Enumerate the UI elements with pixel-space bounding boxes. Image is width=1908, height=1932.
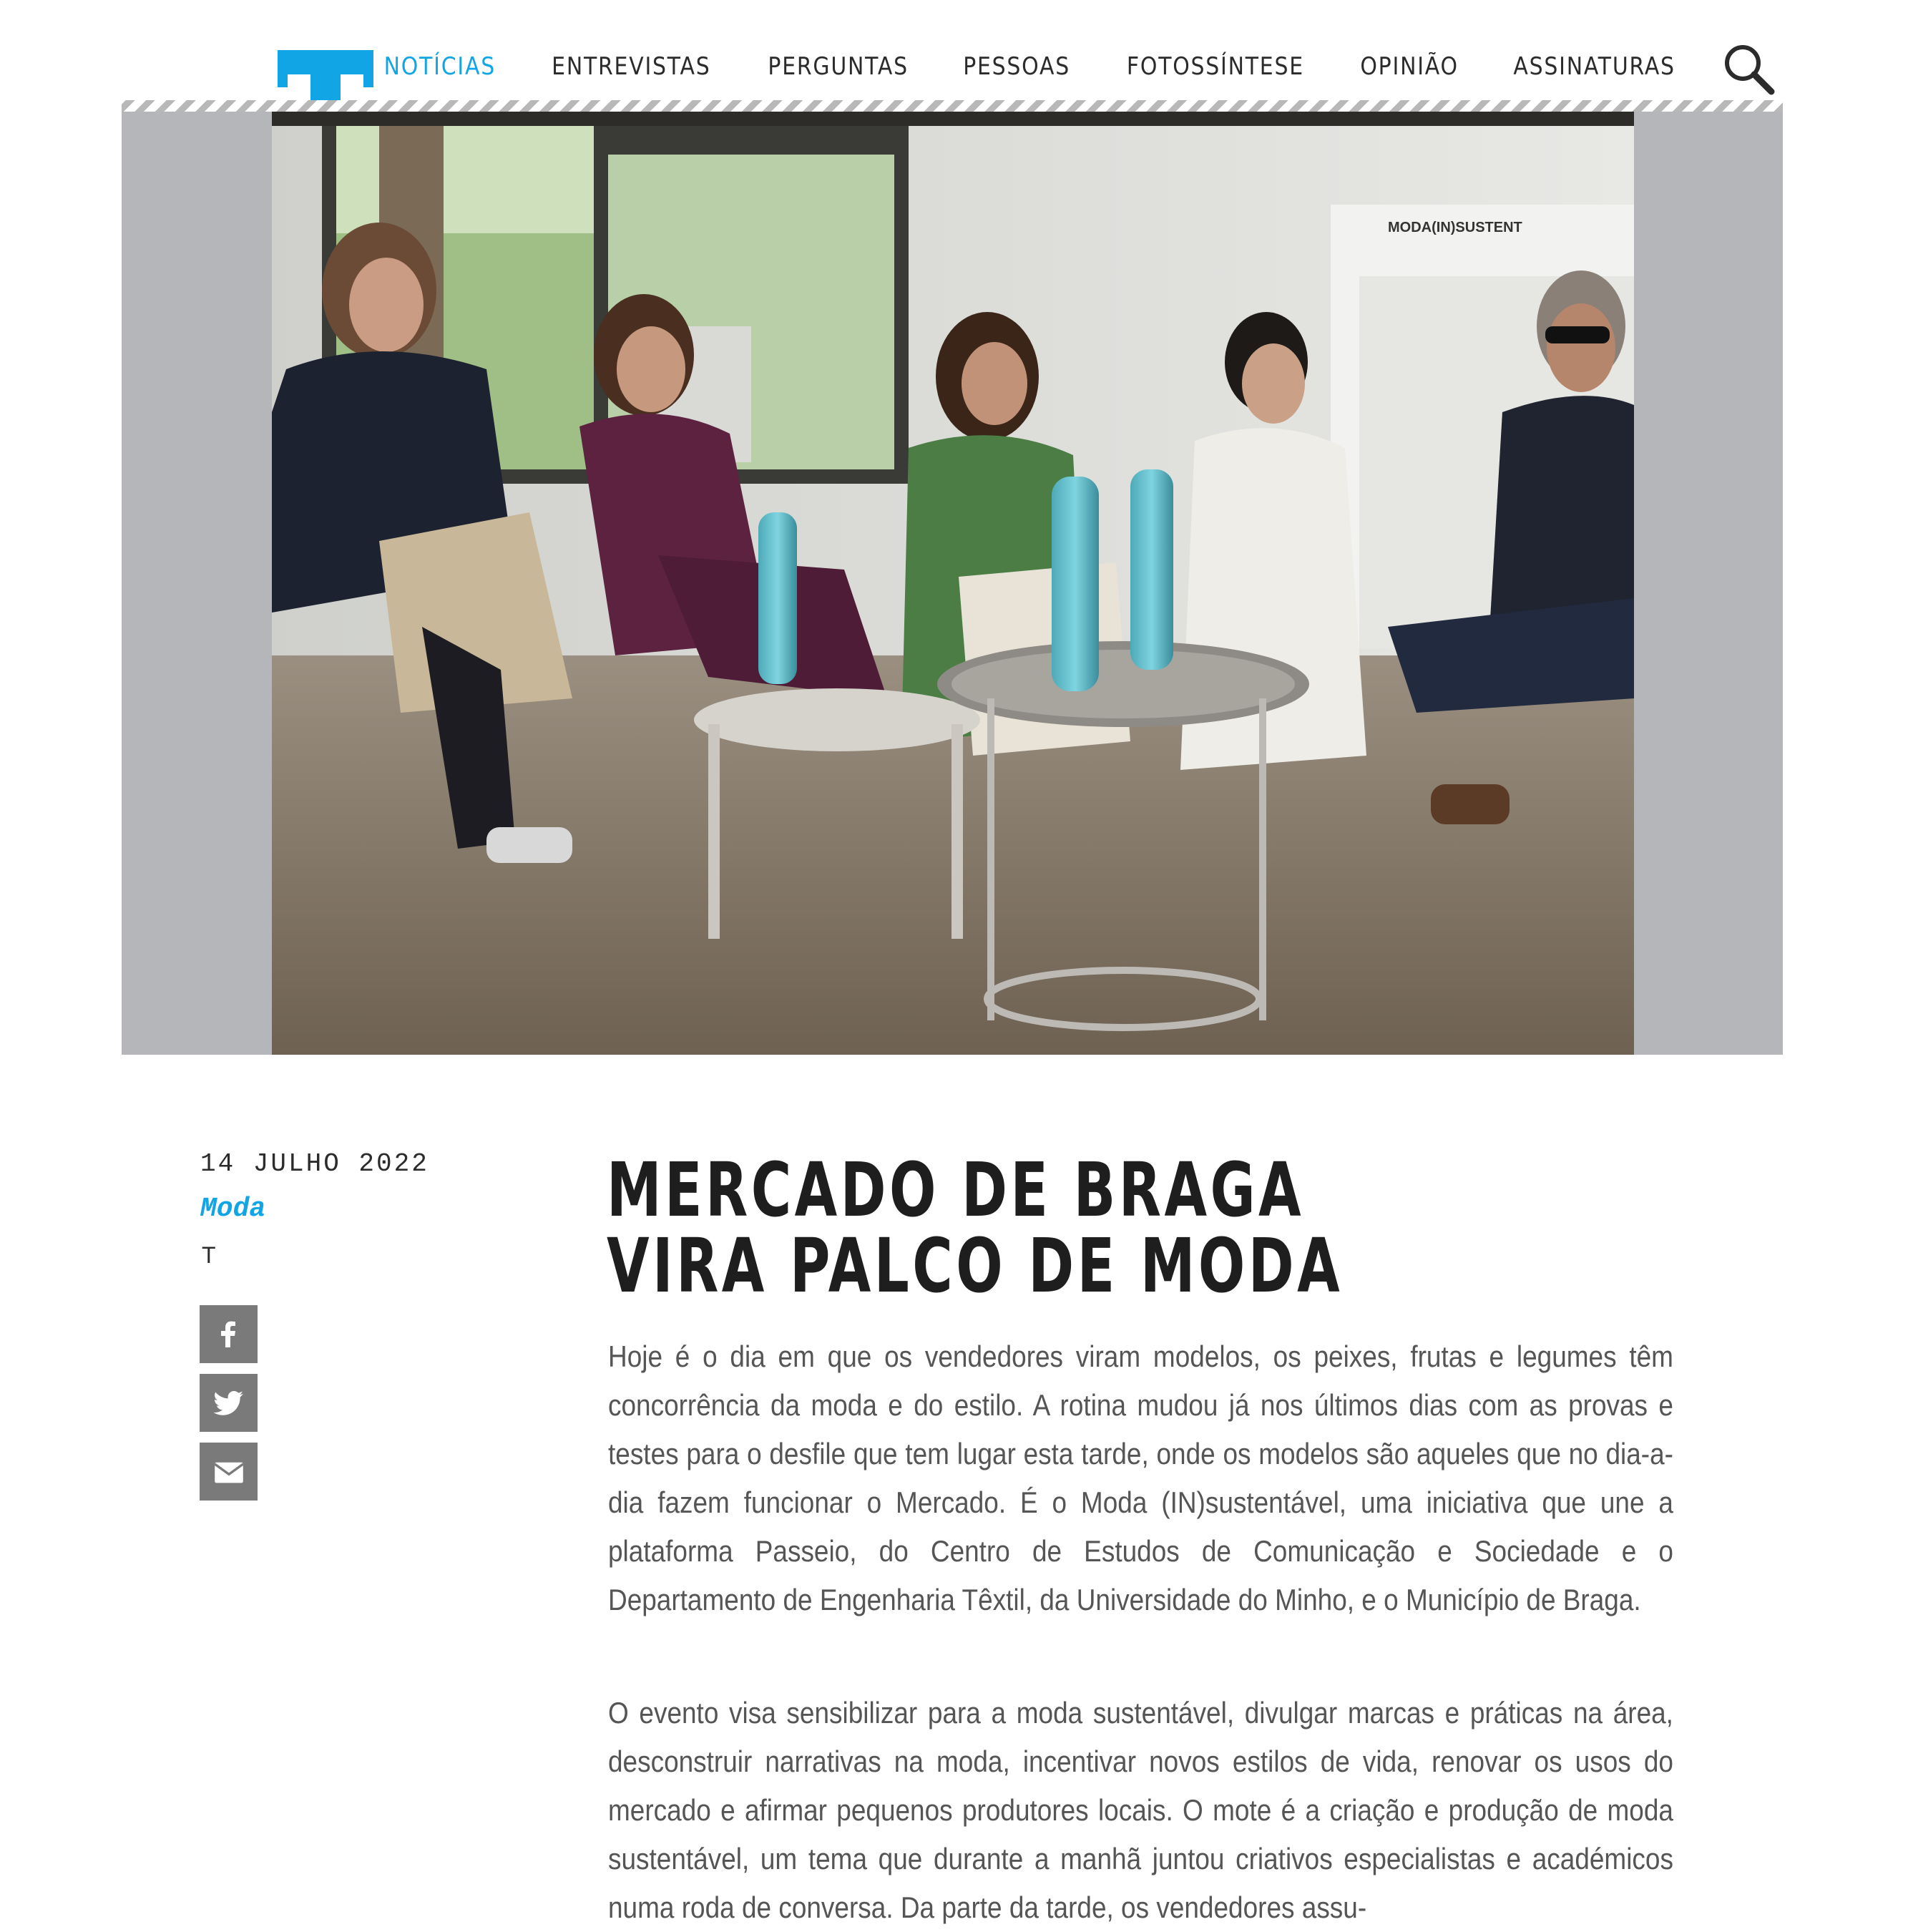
- article-author: T: [202, 1242, 216, 1268]
- share-facebook-button[interactable]: [200, 1305, 258, 1363]
- share-twitter-button[interactable]: [200, 1374, 258, 1432]
- twitter-icon: [213, 1387, 245, 1419]
- search-button[interactable]: [1720, 40, 1777, 97]
- article-title: MERCADO DE BRAGA VIRA PALCO DE MODA: [607, 1146, 1344, 1309]
- hero-image: [272, 112, 1634, 1055]
- nav-item-opiniao[interactable]: OPINIÃO: [1359, 52, 1459, 81]
- nav-item-pessoas[interactable]: PESSOAS: [962, 52, 1070, 81]
- article-date: 14 JULHO 2022: [200, 1149, 429, 1179]
- nav-item-fotossintese[interactable]: FOTOSSÍNTESE: [1126, 52, 1304, 81]
- header-divider: [122, 100, 1783, 112]
- article-paragraph-1: Hoje é o dia em que os vendedores viram modelos, os peixes, frutas e legumes têm concorrência da moda e do estilo. A rotina mudou já nos últimos dias com as provas e testes para o desfile que tem lugar esta tarde, onde os modelos são aqueles que no dia-a-dia fazem funcionar o Mercado. É o Moda (IN)sustentável, uma iniciativa que une a plataforma Passeio, do Centro de Estudos de Comunicação e Sociedade e o Departamento de Engenharia Têxtil, da Universidade do Minho, e o Município de Braga.: [608, 1340, 1673, 1616]
- nav-item-noticias[interactable]: NOTÍCIAS: [383, 52, 496, 81]
- panel-discussion-photo: [272, 112, 1634, 1055]
- search-icon: [1720, 40, 1777, 97]
- nav-item-perguntas[interactable]: PERGUNTAS: [768, 52, 909, 81]
- email-icon: [213, 1456, 245, 1488]
- nav-item-assinaturas[interactable]: ASSINATURAS: [1513, 52, 1675, 81]
- share-email-button[interactable]: [200, 1443, 258, 1501]
- banner-text: MODA(IN)SUSTENT: [1388, 220, 1522, 235]
- nav-item-entrevistas[interactable]: ENTREVISTAS: [551, 52, 711, 81]
- category-link[interactable]: Moda: [200, 1194, 266, 1224]
- article-paragraph-2: O evento visa sensibilizar para a moda sustentável, divulgar marcas e práticas na área, desconstruir narrativas na moda, incentivar novos estilos de vida, renovar os usos do mercado e afirmar pequenos produtores locais. O mote é a criação e produção de moda sustentável, um tema que durante a manhã juntou criativos especialistas e académicos numa roda de conversa. Da parte da tarde, os vendedores assu-: [608, 1696, 1673, 1924]
- main-nav: [376, 42, 1686, 92]
- facebook-icon: [215, 1320, 243, 1349]
